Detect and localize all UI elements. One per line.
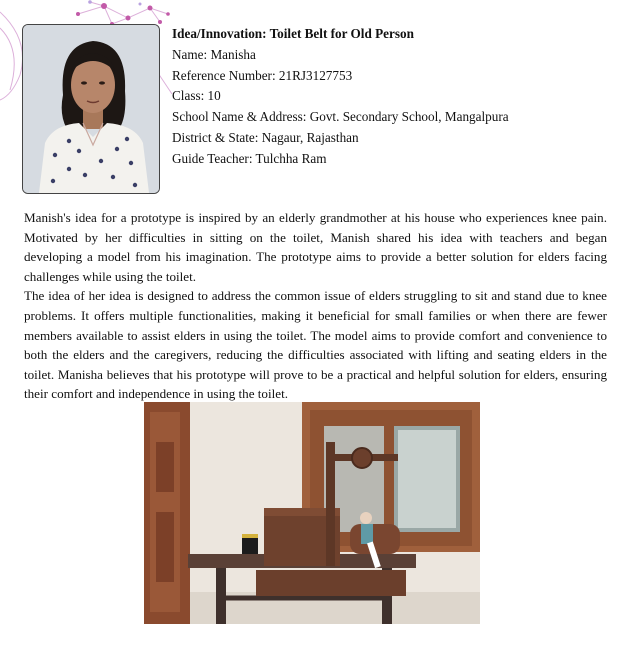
prototype-photo [144,402,480,624]
student-portrait-photo [22,24,160,194]
student-class: Class: 10 [172,88,221,104]
student-name: Name: Manisha [172,46,256,62]
student-info [172,24,509,170]
idea-description [24,208,607,404]
reference-number: Reference Number: 21RJ3127753 [172,67,353,83]
district-state: District & State: Nagaur, Rajasthan [172,129,359,145]
guide-teacher: Guide Teacher: Tulchha Ram [172,150,327,166]
idea-title: Idea/Innovation: Toilet Belt for Old Person [172,26,414,41]
school-name-address: School Name & Address: Govt. Secondary School, Mangalpura [172,109,509,125]
description-paragraph-2: The idea of her idea is designed to address the common issue of elders struggling to sit and stand due to knee problems. It offers multiple functionalities, making it beneficial for small families or when there are fewer members available to assist elders in using the toilet. The model aims to provide comfort and convenience to both the elders and the caregivers, reducing the difficulties associated with lifting and seating elders in the toilet. Manisha believes that his prototype will prove to be a practical and helpful solution for elders, ensuring their comfort and independence in using the toilet. [24,288,607,402]
description-paragraph-1: Manish's idea for a prototype is inspired by an elderly grandmother at his house who experiences knee pain. Motivated by her difficulties in sitting on the toilet, Manish shared his idea with teachers and began developing a model from his imagination. The prototype aims to provide a better solution for elders facing challenges while using the toilet. [24,210,607,284]
